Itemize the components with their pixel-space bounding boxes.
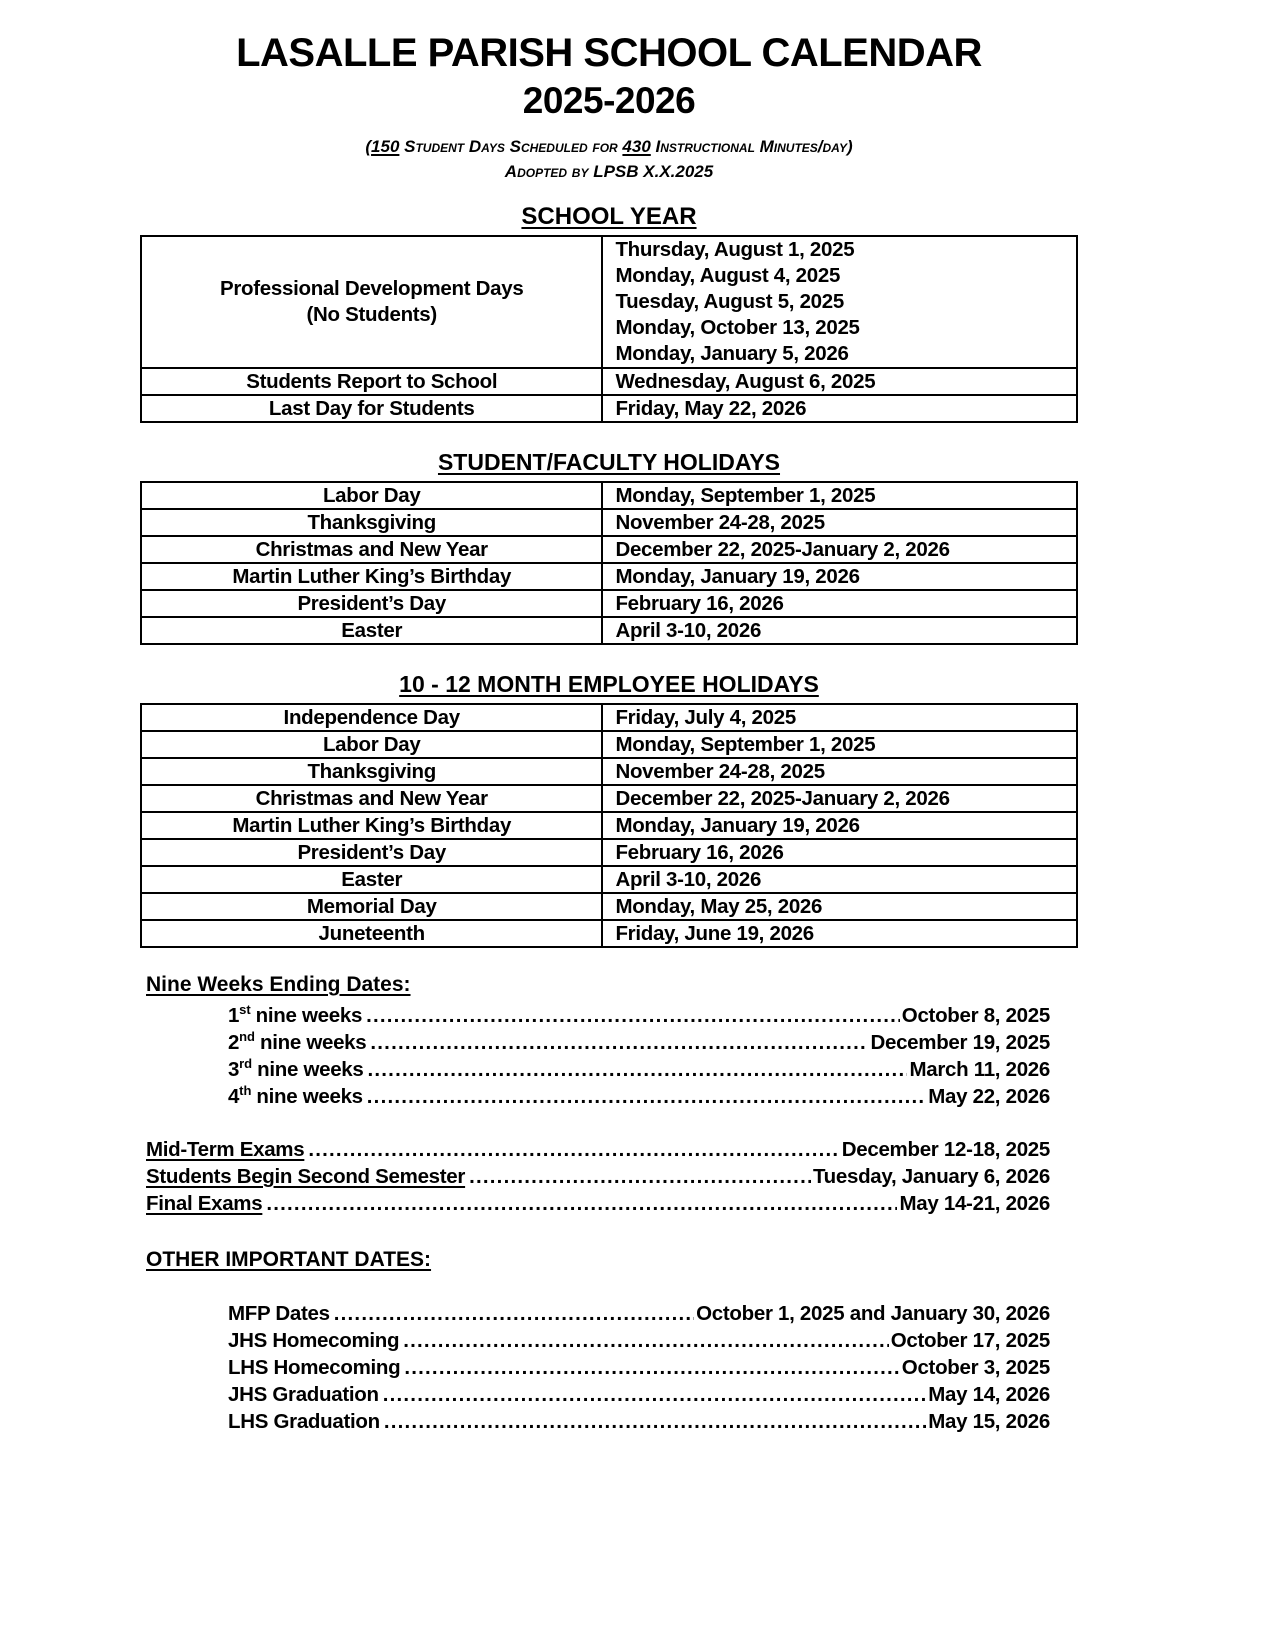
holiday-date-cell: December 22, 2025-January 2, 2026 — [602, 785, 1077, 812]
holiday-name-cell: Martin Luther King’s Birthday — [141, 563, 602, 590]
student-faculty-holidays-table — [140, 481, 1078, 645]
student-days-note — [140, 137, 1078, 157]
holiday-date-cell: Monday, January 19, 2026 — [602, 812, 1077, 839]
item-text: nine weeks — [255, 1004, 363, 1027]
dot-leader — [308, 1136, 839, 1163]
holiday-name-cell: Easter — [141, 617, 602, 644]
item-date: Tuesday, January 6, 2026 — [812, 1165, 1050, 1188]
list-item — [228, 1300, 1050, 1327]
other-dates-heading: OTHER IMPORTANT DATES: — [146, 1248, 432, 1271]
table-row — [141, 704, 1077, 731]
dot-leader — [367, 1083, 926, 1110]
employee-holidays-table — [140, 703, 1078, 948]
dot-leader — [266, 1190, 897, 1217]
table-row — [141, 839, 1077, 866]
note-mid: Student Days Scheduled for — [399, 137, 623, 156]
item-label: Mid-Term Exams — [146, 1138, 305, 1161]
event-date: Tuesday, August 5, 2025 — [615, 290, 844, 313]
list-item — [228, 1381, 1050, 1408]
item-date: December 12-18, 2025 — [841, 1138, 1050, 1161]
list-item — [228, 1327, 1050, 1354]
table-row — [141, 758, 1077, 785]
table-row — [141, 785, 1077, 812]
item-label: JHS Graduation — [228, 1383, 379, 1406]
final-exams-line — [146, 1190, 1050, 1217]
dot-leader — [370, 1029, 868, 1056]
holiday-date-cell: February 16, 2026 — [602, 839, 1077, 866]
holiday-name-cell: Christmas and New Year — [141, 536, 602, 563]
item-label — [228, 1002, 362, 1029]
student-faculty-holidays-heading: STUDENT/FACULTY HOLIDAYS — [437, 449, 781, 475]
holiday-date-cell: December 22, 2025-January 2, 2026 — [602, 536, 1077, 563]
event-date: Monday, January 5, 2026 — [615, 342, 849, 365]
item-label: LHS Homecoming — [228, 1356, 401, 1379]
event-date-cell — [602, 236, 1077, 368]
instructional-minutes-count: 430 — [622, 137, 651, 156]
holiday-name-cell: Memorial Day — [141, 893, 602, 920]
holiday-date-cell: Friday, July 4, 2025 — [602, 704, 1077, 731]
item-text: nine weeks — [256, 1085, 363, 1108]
holiday-date-cell: Monday, September 1, 2025 — [602, 731, 1077, 758]
item-label: LHS Graduation — [228, 1410, 380, 1433]
dot-leader — [334, 1300, 694, 1327]
holiday-date-cell: November 24-28, 2025 — [602, 509, 1077, 536]
holiday-date-cell: Monday, May 25, 2026 — [602, 893, 1077, 920]
dot-leader — [384, 1408, 926, 1435]
ordinal-number: 4 — [228, 1085, 240, 1108]
event-date: Monday, August 4, 2025 — [615, 264, 841, 287]
employee-holidays-heading: 10 - 12 MONTH EMPLOYEE HOLIDAYS — [399, 671, 819, 697]
holiday-date-cell: April 3-10, 2026 — [602, 866, 1077, 893]
holiday-name-cell: Independence Day — [141, 704, 602, 731]
item-date: October 3, 2025 — [901, 1356, 1050, 1379]
nine-weeks-list — [140, 1002, 1050, 1110]
dot-leader — [403, 1327, 888, 1354]
dot-leader — [404, 1354, 899, 1381]
table-row — [141, 482, 1077, 509]
holiday-date-cell: April 3-10, 2026 — [602, 617, 1077, 644]
table-row — [141, 509, 1077, 536]
calendar-document — [140, 0, 1078, 1435]
item-label: JHS Homecoming — [228, 1329, 400, 1352]
list-item — [228, 1056, 1050, 1083]
adoption-note: Adopted by LPSB X.X.2025 — [504, 162, 714, 181]
nine-weeks-heading: Nine Weeks Ending Dates: — [146, 973, 411, 996]
holiday-date-cell: November 24-28, 2025 — [602, 758, 1077, 785]
note-close: Instructional Minutes/day) — [650, 137, 853, 156]
item-text: nine weeks — [257, 1058, 364, 1081]
second-semester-line — [146, 1163, 1050, 1190]
holiday-name-cell: Labor Day — [141, 731, 602, 758]
item-date: October 8, 2025 — [901, 1004, 1050, 1027]
page-title: LASALLE PARISH SCHOOL CALENDAR — [236, 31, 982, 75]
list-item — [228, 1408, 1050, 1435]
holiday-name-cell: Labor Day — [141, 482, 602, 509]
item-date: March 11, 2026 — [909, 1058, 1050, 1081]
item-label — [228, 1029, 366, 1056]
student-days-count: 150 — [371, 137, 400, 156]
ordinal-suffix: nd — [239, 1029, 255, 1045]
event-name-cell: Last Day for Students — [141, 395, 602, 422]
table-row — [141, 617, 1077, 644]
holiday-name-cell: Easter — [141, 866, 602, 893]
holiday-name-cell: Juneteenth — [141, 920, 602, 947]
list-item — [228, 1002, 1050, 1029]
item-date: December 19, 2025 — [870, 1031, 1050, 1054]
table-row — [141, 236, 1077, 368]
school-year-heading: SCHOOL YEAR — [521, 203, 697, 230]
schedule-lists — [140, 972, 1050, 1435]
table-row — [141, 368, 1077, 395]
table-row — [141, 920, 1077, 947]
dot-leader — [368, 1056, 908, 1083]
item-label — [228, 1056, 364, 1083]
ordinal-suffix: th — [239, 1083, 252, 1099]
holiday-name-cell: Martin Luther King’s Birthday — [141, 812, 602, 839]
item-label — [228, 1083, 363, 1110]
dot-leader — [469, 1163, 811, 1190]
item-label: Final Exams — [146, 1192, 263, 1215]
table-row — [141, 536, 1077, 563]
table-row — [141, 590, 1077, 617]
item-label: MFP Dates — [228, 1302, 330, 1325]
holiday-date-cell: Monday, September 1, 2025 — [602, 482, 1077, 509]
item-date: May 22, 2026 — [928, 1085, 1050, 1108]
item-date: October 17, 2025 — [890, 1329, 1050, 1352]
item-date: May 14, 2026 — [928, 1383, 1050, 1406]
dot-leader — [383, 1381, 927, 1408]
table-row — [141, 866, 1077, 893]
ordinal-number: 3 — [228, 1058, 240, 1081]
note-open: ( — [365, 137, 372, 156]
item-label: Students Begin Second Semester — [146, 1165, 466, 1188]
holiday-name-cell: President’s Day — [141, 839, 602, 866]
ordinal-suffix: rd — [239, 1056, 253, 1072]
event-date-cell: Friday, May 22, 2026 — [602, 395, 1077, 422]
table-row — [141, 563, 1077, 590]
holiday-date-cell: Monday, January 19, 2026 — [602, 563, 1077, 590]
list-item — [228, 1354, 1050, 1381]
holiday-date-cell: Friday, June 19, 2026 — [602, 920, 1077, 947]
ordinal-number: 1 — [228, 1004, 240, 1027]
other-dates-list — [140, 1300, 1050, 1435]
item-date: May 15, 2026 — [928, 1410, 1050, 1433]
school-year-table — [140, 235, 1078, 423]
table-row — [141, 731, 1077, 758]
ordinal-number: 2 — [228, 1031, 240, 1054]
item-text: nine weeks — [260, 1031, 367, 1054]
holiday-date-cell: February 16, 2026 — [602, 590, 1077, 617]
event-date: Monday, October 13, 2025 — [615, 316, 860, 339]
event-date-cell: Wednesday, August 6, 2025 — [602, 368, 1077, 395]
item-date: October 1, 2025 and January 30, 2026 — [696, 1302, 1050, 1325]
list-item — [228, 1083, 1050, 1110]
table-row — [141, 812, 1077, 839]
mid-term-exams-line — [146, 1136, 1050, 1163]
event-name: Professional Development Days — [219, 277, 524, 300]
event-name-note: (No Students) — [306, 303, 437, 326]
semester-lines — [140, 1136, 1050, 1217]
event-name-cell: Students Report to School — [141, 368, 602, 395]
item-date: May 14-21, 2026 — [899, 1192, 1050, 1215]
table-row — [141, 893, 1077, 920]
event-name-cell — [141, 236, 602, 368]
dot-leader — [366, 1002, 900, 1029]
holiday-name-cell: Thanksgiving — [141, 758, 602, 785]
holiday-name-cell: President’s Day — [141, 590, 602, 617]
event-date: Thursday, August 1, 2025 — [615, 238, 855, 261]
holiday-name-cell: Thanksgiving — [141, 509, 602, 536]
list-item — [228, 1029, 1050, 1056]
table-row — [141, 395, 1077, 422]
holiday-name-cell: Christmas and New Year — [141, 785, 602, 812]
school-year-range: 2025-2026 — [522, 80, 696, 121]
ordinal-suffix: st — [239, 1002, 251, 1018]
